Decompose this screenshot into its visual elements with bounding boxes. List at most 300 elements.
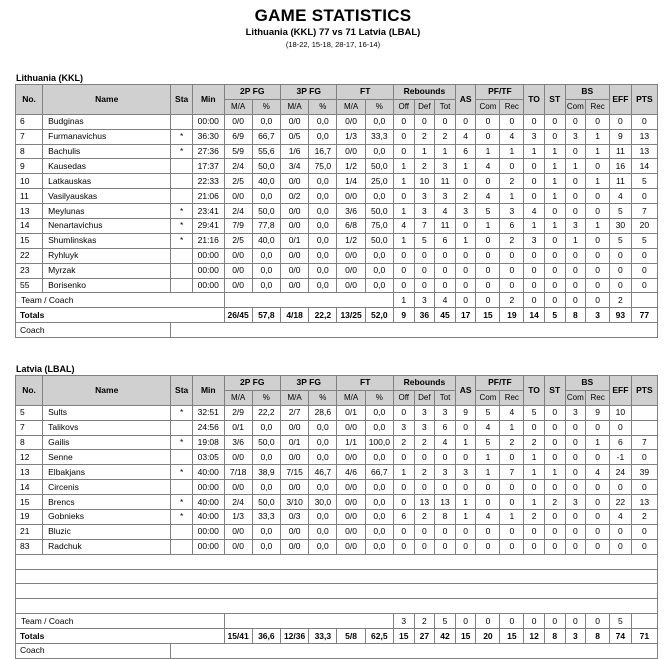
total-fg3: 4/18 (280, 308, 308, 323)
col-header-pf-tf: PF/TF (476, 376, 524, 391)
stat-bsr: 0 (586, 524, 610, 539)
starter-mark (171, 480, 193, 495)
stat-def: 2 (414, 159, 435, 174)
stat-tot: 8 (435, 510, 456, 525)
stat-eff: 6 (610, 435, 632, 450)
stat-pfr: 2 (500, 435, 524, 450)
stat-fg3p: 0,0 (309, 248, 337, 263)
stat-def: 3 (414, 189, 435, 204)
team-stat-as: 0 (455, 293, 476, 308)
stat-as: 0 (455, 248, 476, 263)
stat-ftp: 50,0 (365, 204, 393, 219)
stat-off: 3 (393, 420, 414, 435)
stat-as: 1 (455, 510, 476, 525)
stat-pfr: 4 (500, 129, 524, 144)
starter-mark (171, 174, 193, 189)
stat-as: 1 (455, 159, 476, 174)
stat-bsr: 0 (586, 510, 610, 525)
sub-header-ft-ma: M/A (337, 390, 365, 405)
stat-ftp: 0,0 (365, 114, 393, 129)
player-number: 14 (16, 480, 43, 495)
total-def: 27 (414, 629, 435, 644)
stat-pts: 0 (631, 480, 657, 495)
sub-header-tot: Tot (435, 99, 456, 114)
player-name: Elbakjans (43, 465, 171, 480)
stat-ft: 0/0 (337, 450, 365, 465)
table-header-row (16, 85, 658, 100)
player-row (16, 450, 658, 465)
player-number: 83 (16, 539, 43, 554)
stat-to: 0 (524, 189, 545, 204)
stat-pts (631, 420, 657, 435)
col-header-pts: PTS (631, 376, 657, 406)
stat-bsr: 0 (586, 495, 610, 510)
starter-mark: * (171, 495, 193, 510)
stat-fg3p: 0,0 (309, 435, 337, 450)
stat-eff: 0 (610, 539, 632, 554)
stat-ftp: 0,0 (365, 524, 393, 539)
team-stat-pfc: 0 (476, 614, 500, 629)
stat-bsc: 0 (565, 524, 586, 539)
stat-pts: 13 (631, 129, 657, 144)
sub-header-2p-pct: % (252, 390, 280, 405)
stat-as: 6 (455, 144, 476, 159)
stat-ft: 1/1 (337, 435, 365, 450)
stat-tot: 4 (435, 204, 456, 219)
stat-fg2p: 55,6 (252, 144, 280, 159)
stat-pfc: 0 (476, 524, 500, 539)
stat-bsc: 0 (565, 204, 586, 219)
stat-fg2p: 0,0 (252, 420, 280, 435)
stat-def: 0 (414, 539, 435, 554)
player-minutes: 32:51 (193, 405, 224, 420)
stat-bsc: 0 (565, 465, 586, 480)
stat-bsc: 0 (565, 144, 586, 159)
stat-pfr: 1 (500, 420, 524, 435)
col-header-as: AS (455, 376, 476, 406)
stat-def: 7 (414, 219, 435, 234)
player-row (16, 420, 658, 435)
player-number: 11 (16, 189, 43, 204)
stat-fg2p: 33,3 (252, 510, 280, 525)
stat-fg2: 0/0 (224, 248, 252, 263)
player-minutes: 27:36 (193, 144, 224, 159)
col-header-to: TO (524, 376, 545, 406)
stat-tot: 3 (435, 465, 456, 480)
sub-header-bs-rec: Rec (586, 390, 610, 405)
stat-off: 4 (393, 219, 414, 234)
stat-bsc: 0 (565, 480, 586, 495)
stat-pfr: 0 (500, 480, 524, 495)
col-header-no: No. (16, 85, 43, 115)
stat-def: 0 (414, 450, 435, 465)
stat-as: 0 (455, 524, 476, 539)
stat-bsr: 0 (586, 480, 610, 495)
stat-to: 2 (524, 435, 545, 450)
stat-ftp: 0,0 (365, 405, 393, 420)
stat-st: 0 (544, 114, 565, 129)
sub-header-def: Def (414, 390, 435, 405)
stat-pfc: 0 (476, 129, 500, 144)
stat-pfr: 0 (500, 263, 524, 278)
total-ftp: 62,5 (365, 629, 393, 644)
stat-ftp: 0,0 (365, 539, 393, 554)
stat-fg3: 0/0 (280, 450, 308, 465)
stat-ftp: 25,0 (365, 174, 393, 189)
stat-fg3: 0/0 (280, 263, 308, 278)
total-tot: 42 (435, 629, 456, 644)
team-stat-eff: 5 (610, 614, 632, 629)
stat-eff: 0 (610, 524, 632, 539)
total-to: 12 (524, 629, 545, 644)
total-pfc: 20 (476, 629, 500, 644)
stat-fg3p: 0,0 (309, 510, 337, 525)
stat-st: 0 (544, 524, 565, 539)
stat-ftp: 0,0 (365, 510, 393, 525)
stat-fg2p: 0,0 (252, 248, 280, 263)
sub-header-pf-com: Com (476, 99, 500, 114)
player-minutes: 19:08 (193, 435, 224, 450)
sub-header-def: Def (414, 99, 435, 114)
stat-off: 1 (393, 465, 414, 480)
player-row (16, 510, 658, 525)
stat-bsc: 3 (565, 219, 586, 234)
stat-pfr: 6 (500, 219, 524, 234)
stat-def: 0 (414, 114, 435, 129)
total-pfc: 15 (476, 308, 500, 323)
stat-def: 0 (414, 263, 435, 278)
stat-as: 0 (455, 263, 476, 278)
stat-to: 0 (524, 524, 545, 539)
stat-eff: 24 (610, 465, 632, 480)
player-row (16, 174, 658, 189)
stat-ft: 0/0 (337, 189, 365, 204)
stat-tot: 3 (435, 159, 456, 174)
stat-off: 0 (393, 189, 414, 204)
sub-header-bs-com: Com (565, 390, 586, 405)
stat-fg2: 7/9 (224, 219, 252, 234)
stat-bsc: 0 (565, 510, 586, 525)
total-pts: 71 (631, 629, 657, 644)
team-stat-def: 3 (414, 293, 435, 308)
total-bsc: 8 (565, 308, 586, 323)
stat-eff: 5 (610, 204, 632, 219)
stat-bsc: 0 (565, 278, 586, 293)
stat-fg2p: 0,0 (252, 480, 280, 495)
stat-fg2: 0/0 (224, 450, 252, 465)
player-minutes: 00:00 (193, 539, 224, 554)
stat-ft: 0/0 (337, 263, 365, 278)
stat-as: 1 (455, 233, 476, 248)
stat-st: 1 (544, 174, 565, 189)
total-as: 17 (455, 308, 476, 323)
player-row (16, 278, 658, 293)
col-header-2p-fg: 2P FG (224, 376, 280, 391)
empty-row (16, 584, 658, 599)
total-pfr: 19 (500, 308, 524, 323)
player-minutes: 21:16 (193, 233, 224, 248)
stat-to: 4 (524, 204, 545, 219)
coach-name-cell (171, 644, 658, 659)
stat-pfc: 0 (476, 278, 500, 293)
stat-def: 2 (414, 129, 435, 144)
stat-bsr: 1 (586, 129, 610, 144)
stat-fg2: 0/0 (224, 524, 252, 539)
stat-pfc: 0 (476, 539, 500, 554)
stat-bsr: 0 (586, 159, 610, 174)
stat-st: 1 (544, 159, 565, 174)
stat-off: 1 (393, 233, 414, 248)
col-header-3p-fg: 3P FG (280, 85, 336, 100)
team-stat-as: 0 (455, 614, 476, 629)
stat-bsc: 0 (565, 450, 586, 465)
player-number: 21 (16, 524, 43, 539)
stat-pfr: 0 (500, 114, 524, 129)
stat-st: 2 (544, 495, 565, 510)
stat-eff: 16 (610, 159, 632, 174)
total-eff: 93 (610, 308, 632, 323)
sub-header-3p-ma: M/A (280, 99, 308, 114)
stat-pfc: 0 (476, 233, 500, 248)
player-row (16, 144, 658, 159)
col-header-pf-tf: PF/TF (476, 85, 524, 100)
starter-mark (171, 114, 193, 129)
stat-pfc: 0 (476, 480, 500, 495)
stat-def: 2 (414, 465, 435, 480)
stat-def: 2 (414, 435, 435, 450)
total-pfr: 15 (500, 629, 524, 644)
stat-fg3p: 75,0 (309, 159, 337, 174)
stat-off: 0 (393, 524, 414, 539)
stat-pts: 0 (631, 263, 657, 278)
team-stat-def: 2 (414, 614, 435, 629)
sub-header-2p-ma: M/A (224, 390, 252, 405)
col-header-no: No. (16, 376, 43, 406)
stat-as: 0 (455, 539, 476, 554)
stat-to: 0 (524, 263, 545, 278)
stat-ftp: 75,0 (365, 219, 393, 234)
stat-ft: 0/1 (337, 405, 365, 420)
stat-pts: 0 (631, 278, 657, 293)
stat-off: 0 (393, 405, 414, 420)
stat-as: 0 (455, 114, 476, 129)
empty-cell (16, 584, 658, 599)
stat-ftp: 0,0 (365, 248, 393, 263)
stat-tot: 11 (435, 174, 456, 189)
stat-bsc: 3 (565, 495, 586, 510)
stat-fg3: 0/0 (280, 420, 308, 435)
player-row (16, 233, 658, 248)
sub-header-pf-rec: Rec (500, 99, 524, 114)
total-eff: 74 (610, 629, 632, 644)
total-tot: 45 (435, 308, 456, 323)
empty-cell (16, 569, 658, 584)
stat-fg3p: 0,0 (309, 219, 337, 234)
player-number: 8 (16, 435, 43, 450)
stat-eff: 0 (610, 263, 632, 278)
totals-row (16, 308, 658, 323)
coach-name-cell (171, 323, 658, 338)
stat-ft: 0/0 (337, 420, 365, 435)
stat-fg2: 7/18 (224, 465, 252, 480)
stat-as: 0 (455, 219, 476, 234)
stat-pfc: 1 (476, 450, 500, 465)
stat-st: 1 (544, 144, 565, 159)
stat-pts: 7 (631, 435, 657, 450)
player-name: Bachulis (43, 144, 171, 159)
stat-tot: 0 (435, 248, 456, 263)
stat-bsc: 0 (565, 263, 586, 278)
total-fg2p: 36,6 (252, 629, 280, 644)
stat-tot: 0 (435, 524, 456, 539)
player-name: Budginas (43, 114, 171, 129)
stat-tot: 3 (435, 405, 456, 420)
col-header-ft: FT (337, 376, 393, 391)
team-stat-tot: 5 (435, 614, 456, 629)
stat-ftp: 0,0 (365, 480, 393, 495)
stat-pfr: 1 (500, 144, 524, 159)
sub-header-off: Off (393, 390, 414, 405)
player-minutes: 40:00 (193, 495, 224, 510)
stat-st: 1 (544, 465, 565, 480)
stat-def: 0 (414, 278, 435, 293)
stat-def: 3 (414, 405, 435, 420)
stat-fg3: 0/5 (280, 129, 308, 144)
stat-fg3: 0/0 (280, 114, 308, 129)
stat-def: 3 (414, 420, 435, 435)
player-row (16, 114, 658, 129)
stat-tot: 0 (435, 539, 456, 554)
stat-eff: 11 (610, 144, 632, 159)
stat-pts: 0 (631, 539, 657, 554)
sub-header-off: Off (393, 99, 414, 114)
total-ft: 5/8 (337, 629, 365, 644)
starter-mark: * (171, 144, 193, 159)
stat-ft: 0/0 (337, 539, 365, 554)
stat-to: 0 (524, 248, 545, 263)
player-row (16, 480, 658, 495)
stat-fg3p: 28,6 (309, 405, 337, 420)
player-number: 19 (16, 510, 43, 525)
starter-mark (171, 450, 193, 465)
player-row (16, 159, 658, 174)
stat-ftp: 50,0 (365, 159, 393, 174)
stat-eff: 0 (610, 114, 632, 129)
stat-eff: 22 (610, 495, 632, 510)
player-name: Nenartavichus (43, 219, 171, 234)
team-stat-to: 0 (524, 293, 545, 308)
player-name: Kausedas (43, 159, 171, 174)
stat-off: 0 (393, 278, 414, 293)
player-name: Borisenko (43, 278, 171, 293)
stat-pfr: 1 (500, 189, 524, 204)
stat-off: 0 (393, 539, 414, 554)
starter-mark: * (171, 129, 193, 144)
stat-fg3p: 0,0 (309, 114, 337, 129)
stat-bsr: 9 (586, 405, 610, 420)
starter-mark (171, 248, 193, 263)
stat-tot: 3 (435, 189, 456, 204)
stat-fg3: 1/6 (280, 144, 308, 159)
stat-def: 0 (414, 480, 435, 495)
team-stat-eff: 2 (610, 293, 632, 308)
stat-fg3p: 16,7 (309, 144, 337, 159)
player-minutes: 29:41 (193, 219, 224, 234)
stat-fg2p: 0,0 (252, 450, 280, 465)
stat-as: 1 (455, 435, 476, 450)
stat-tot: 0 (435, 450, 456, 465)
player-row (16, 495, 658, 510)
player-number: 9 (16, 159, 43, 174)
stat-fg2p: 0,0 (252, 263, 280, 278)
total-bsr: 3 (586, 308, 610, 323)
empty-cell (16, 599, 658, 614)
stat-to: 0 (524, 114, 545, 129)
stat-tot: 0 (435, 263, 456, 278)
player-number: 23 (16, 263, 43, 278)
stat-to: 1 (524, 144, 545, 159)
team-stat-bsr: 0 (586, 293, 610, 308)
stat-pfc: 0 (476, 495, 500, 510)
col-header-pts: PTS (631, 85, 657, 115)
stat-ftp: 0,0 (365, 144, 393, 159)
stat-ft: 0/0 (337, 510, 365, 525)
stat-eff: 4 (610, 189, 632, 204)
stat-pfr: 2 (500, 233, 524, 248)
stat-fg3: 0/0 (280, 278, 308, 293)
total-pts: 77 (631, 308, 657, 323)
team-stat-st: 0 (544, 614, 565, 629)
col-header-name: Name (43, 85, 171, 115)
stat-bsc: 0 (565, 248, 586, 263)
stat-ft: 1/2 (337, 159, 365, 174)
stat-tot: 13 (435, 495, 456, 510)
player-number: 15 (16, 233, 43, 248)
stat-bsc: 1 (565, 233, 586, 248)
starter-mark: * (171, 465, 193, 480)
stat-pfc: 5 (476, 435, 500, 450)
stat-def: 10 (414, 174, 435, 189)
player-name: Myrzak (43, 263, 171, 278)
stat-tot: 0 (435, 114, 456, 129)
stat-as: 2 (455, 189, 476, 204)
stat-pfc: 4 (476, 510, 500, 525)
stat-pfc: 1 (476, 219, 500, 234)
team-stat-bsr: 0 (586, 614, 610, 629)
player-name: Ryhluyk (43, 248, 171, 263)
player-name: Gailis (43, 435, 171, 450)
player-name: Radchuk (43, 539, 171, 554)
sub-header-ft-pct: % (365, 99, 393, 114)
stat-fg3p: 46,7 (309, 465, 337, 480)
stat-fg2p: 0,0 (252, 278, 280, 293)
starter-mark (171, 189, 193, 204)
stat-ft: 1/4 (337, 174, 365, 189)
stat-fg3p: 0,0 (309, 189, 337, 204)
starter-mark: * (171, 219, 193, 234)
player-minutes: 03:05 (193, 450, 224, 465)
stat-ft: 0/0 (337, 114, 365, 129)
player-name: Talikovs (43, 420, 171, 435)
stat-tot: 0 (435, 480, 456, 495)
sub-header-tot: Tot (435, 390, 456, 405)
starter-mark (171, 524, 193, 539)
team-2-stats-table (15, 375, 658, 659)
stat-fg3: 3/4 (280, 159, 308, 174)
col-header-eff: EFF (610, 85, 632, 115)
stat-ftp: 66,7 (365, 465, 393, 480)
team-stat-pfc: 0 (476, 293, 500, 308)
